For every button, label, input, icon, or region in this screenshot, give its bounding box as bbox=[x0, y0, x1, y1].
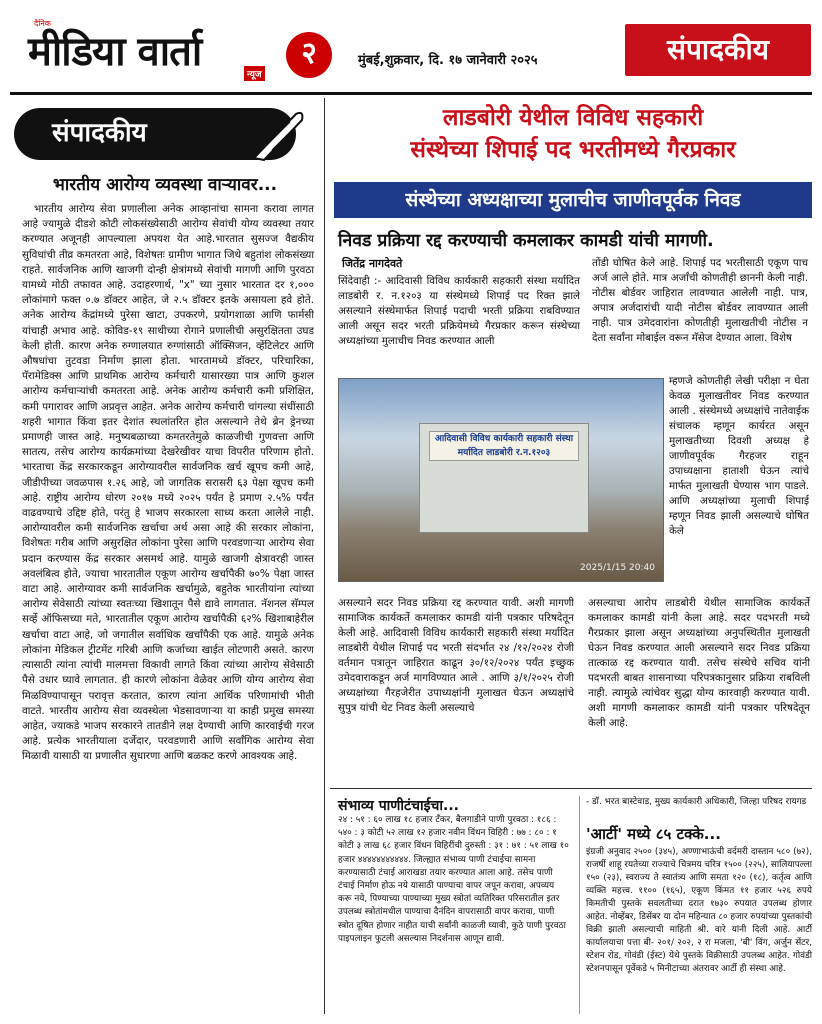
editorial-title: भारतीय आरोग्य व्यवस्था वाऱ्यावर... bbox=[52, 175, 278, 195]
article-column-3: म्हणजे कोणतीही लेखी परीक्षा न घेता केवळ मुलाखतीवर निवड करण्यात आली . संस्थेमध्ये अध्यक्षांचे नातेवाईक संचालक म्हणून कार्यरत असून मुलाखतीच्या दिवशी अध्यक्ष हे जाणीवपूर्वक गैरहजर राहून उपाध्यक्षाना हाताशी घेऊन त्यांचे मार्फत मुलाखती घेण्यास भाग पाडले. आणि अध्यक्षांच्या मुलाची शिपाई म्हणून निवड झाली असल्याचे घोषित केले bbox=[669, 375, 809, 537]
article-deck: निवड प्रक्रिया रद्द करण्याची कमलाकर कामडी यांची मागणी. bbox=[338, 231, 714, 251]
water-article-body: २४ : ५१ : ६० लाख १८ हजार टँकर, बैलगाडीने पाणी पुरवठा : १८६ : ५४० : ३ कोटी ५२ लाख १२ हजार नवीन विंधन विहिरी : ७७ : ८० : १ कोटी ३ लाख ६८ हजार विंधन विहिरींची दुरुस्ती : ३१ : ७१ : ५१ लाख १० हजार ४४४४४४४४४४४. जिल्ह्यात संभाव्य पाणी टंचाईचा सामना करण्यासाठी टंचाई आराखडा तयार करण्यात आला आहे. तसेच पाणी टंचाई निर्माण होऊ नये यासाठी पाण्याचा वापर जपून करावा, अपव्यय करू नये, पिण्याच्या पाण्याच्या मुख्य स्त्रोतां व्यतिरिक्त परिसरातील इतर उपलब्ध स्त्रोतांमधील पाण्याचा दैनंदिन वापरासाठी वापर करावा, पाणी स्त्रोत दूषित होणार नाहीत याची सर्वांनी काळजी घ्यावी, कुठे पाणी पुरवठा पाइपलाइन फुटली असल्यास निदर्शनास आणून द्यावी. bbox=[338, 815, 569, 944]
article-byline: जितेंद्र नागदेवते bbox=[342, 257, 403, 270]
photo-signboard: आदिवासी विविध कार्यकारी सहकारी संस्था मर्यादित लाडबोरी र.न.१२०३ bbox=[429, 431, 579, 461]
newspaper-logo: मीडिया वार्ता bbox=[28, 29, 202, 75]
article-subheading: संस्थेच्या अध्यक्षाच्या मुलाचीच जाणीवपूर्वक निवड bbox=[334, 182, 812, 218]
page-number: २ bbox=[286, 32, 332, 78]
article-column-2: तोंडी घोषित केले आहे. शिपाई पद भरतीसाठी एकूण पाच अर्ज आले होते. मात्र अर्जांची कोणतीही छाननी केली नाही. नोटीस बोर्डवर जाहिरात लावण्यात आलेली नाही. पात्र, अपात्र अर्जदारांची यादी नोटीस बोर्डवर लावण्यात आली नाही. पात्र उमेदवारांना कोणतीही मुलाखतीची नोटीस न देता सर्वांना मोबाईल वरून मॅसेज देण्यात आला. विशेष bbox=[592, 257, 808, 344]
section-label: संपादकीय bbox=[625, 24, 811, 76]
masthead-tag: दैनिक bbox=[34, 19, 51, 28]
water-article-headline: संभाव्य पाणीटंचाईचा... bbox=[338, 798, 459, 814]
headline-line-1: लाडबोरी येथील विविध सहकारी bbox=[442, 105, 704, 131]
article-column-1: सिंदेवाही :- आदिवासी विविध कार्यकारी सहकारी संस्था मर्यादित लाडबोरी र. न.१२०३ या संस्थेमध्ये शिपाई पद रिक्त झाले असल्याने संस्थेमार्फत शिपाई पदाची भरती प्रक्रिया राबविण्यात आली असून सदर भरती प्रक्रियेमध्ये गैरप्रकार करून संस्थेच्या अध्यक्षांच्या मुलाचीच निवड करण्यात आली bbox=[338, 275, 580, 347]
section-divider bbox=[330, 788, 812, 789]
photo-timestamp: 2025/1/15 20:40 bbox=[580, 563, 655, 573]
quill-pen-icon bbox=[244, 106, 308, 164]
dateline: मुंबई,शुक्रवार, दि. १७ जानेवारी २०२५ bbox=[358, 53, 538, 68]
aarti-body: इंग्रजी अनुवाद २५०० (३४५), अण्णाभाऊंची वर्दमरी दास्तान ५८० (७२), राजर्षी शाहू रयतेच्या राज्याचे चित्रमय चरित्र १५०० (२२५), सालियापल्ला १५० (२३), स्वराज्य ते स्वातंत्र्य आणि समता १२० (१८), कर्तृत्व आणि व्यक्ति महत्त्व. ११०० (१६५), एकूण किंमत ११ हजार ५२६ रुपये किमतीची पुस्तके सवलतीच्या दरात १७३० रुपयात उपलब्ध होणार आहेत. नोव्हेंबर, डिसेंबर या दोन महिन्यात ८० हजार रुपयांच्या पुस्तकांची विक्री झाली असल्याची माहिती श्री. वारे यांनी दिली आहे. आर्टी कार्यालयाचा पत्ता बी- २०१/ २०२, २ रा मजला, 'बी' विंग, अर्जुन सेंटर, स्टेशन रोड, गोवंडी (ईस्ट) येथे पुस्तके विक्रीसाठी उपलब्ध आहेत. गोवंडी स्टेशनपासून पूर्वेकडे ५ मिनीटाच्या अंतरावर आर्टी ही संस्था आहे. bbox=[586, 847, 812, 974]
masthead-rule bbox=[10, 92, 812, 95]
editorial-paragraph: भारतीय आरोग्य सेवा प्रणालीला अनेक आव्हानांचा सामना करावा लागत आहे ज्यामुळे दीडशे कोटी लोकसंख्येसाठी आरोग्य सेवांची योग्य व्यवस्था तयार करण्यात अजूनही आपल्याला अपयश येत आहे.भारतात सुसज्ज वैद्यकीय सुविधांची तीव्र कमतरता आहे, विशेषतः ग्रामीण भागात जिथे बहुतांश लोकसंख्या राहते. सार्वजनिक आणि खाजगी दोन्ही क्षेत्रांमध्ये सेवांची मागणी आणि पुरवठा यामध्ये मोठी तफावत आहे. उदाहरणार्थ, "x" च्या नुसार भारतात दर १,००० लोकांमागे फक्त ०.७ डॉक्टर आहेत, जे २.५ डॉक्टर इतके असायला हवे होते. अनेक आरोग्य केंद्रांमध्ये पुरेसा खाटा, उपकरणे, प्रयोगशाळा आणि फार्मसी यांचाही अभाव आहे. कोविड-१९ साथीच्या रोगाने प्रणालीची असुरक्षितता उघड केली होती. कारण अनेक रुग्णालयात रुग्णांसाठी ऑक्सिजन, व्हेंटिलेटर आणि औषधांचा तुटवडा निर्माण झाला होता. भारतामध्ये डॉक्टर, परिचारिका, पॅरामेडिक्स आणि प्राथमिक आरोग्य कर्मचारी यासारख्या पात्र आणि कुशल आरोग्य कर्मचाऱ्यांची कमतरता आहे. अनेक आरोग्य कर्मचारी कमी प्रशिक्षित, कमी पगारावर आणि अप्रवृत्त आहेत. अनेक आरोग्य कर्मचारी चांगल्या संधींसाठी शहरी भागात किंवा इतर देशांत स्थलांतरित होत असल्याने तेथे ब्रेन ड्रेनच्या प्रमाणही जास्त आहे. मनुष्यबळाच्या कमतरतेमुळे काळजीची गुणवत्ता आणि सातत्य, तसेच आरोग्य कार्यक्रमांच्या देखरेखीवर याचा विपरीत परिणाम होतो. भारताचा केंद्र सरकारकडून आरोग्यावरील सार्वजनिक खर्च खूपच कमी आहे, जीडीपीच्या जवळपास १.२६ आहे, जो जागतिक सरासरी ६३ पेक्षा खूपच कमी आहे. राष्ट्रीय आरोग्य धोरण २०१७ मध्ये २०२५ पर्यंत हे प्रमाण २.५% पर्यंत वाढवण्याचे उद्दिष्ट होते, परंतु हे भाजप सरकारला साध्य करता आलेले नाही. आरोग्यावरील कमी सार्वजनिक खर्चाचा अर्थ असा आहे की सरकार लोकांना, विशेषतः गरीब आणि असुरक्षित लोकांना पुरेसा आणि परवडणाऱ्या आरोग्य सेवा प्रदान करण्यास केंद्र सरकार असमर्थ आहे. यामुळे खाजगी क्षेत्रावरही जास्त अवलंबित्व होते, ज्याचा भारतातील एकूण आरोग्य खर्चापैकी ७०% पेक्षा जास्त वाटा आहे. आरोग्यावर कमी सार्वजनिक खर्चामुळे, बहुतेक भारतीयांना त्यांच्या आरोग्य सेवेसाठी त्यांच्या स्वतःच्या खिशातून पैसे द्यावे लागतात. नॅशनल सॅम्पल सर्व्हे ऑफिसच्या मते, भारतातील एकूण आरोग्य खर्चापैकी ६२% खिशाबाहेरील खर्चाचा वाटा आहे, जो जगातील सर्वाधिक खर्चांपैकी एक आहे. यामुळे अनेक लोकांना मेडिकल ट्रीटमेंट गरिबी आणि कर्जाच्या खाईत लोटणारी असते. कारण त्यासाठी त्यांना त्यांची मालमत्ता विकावी लागते किंवा त्यांच्या आरोग्य सेवेसाठी पैसे उधार घ्यावे लागतात. ही कारणे लोकांना वेळेवर आणि योग्य आरोग्य सेवा मिळविण्यापासून परावृत्त करतात, कारण त्यांना आर्थिक परिणामांची भीती वाटते. भारतीय आरोग्य सेवा व्यवस्थेला भेडसावणाऱ्या या काही प्रमुख समस्या आहेत, ज्याकडे भाजप सरकारने तातडीने लक्ष देण्याची आणि कारवाईची गरज आहे. प्रत्येक भारतीयाला दर्जेदार, परवडणारी आणि सर्वांगिक आरोग्य सेवा मिळावी यासाठी या प्रणालीत सुधारणा आणि बळकट करणे आवश्यक आहे. bbox=[22, 203, 314, 763]
article-headline bbox=[334, 102, 812, 166]
article-photo bbox=[338, 378, 664, 582]
column-divider bbox=[324, 98, 325, 1014]
article-column-4: असल्याने सदर निवड प्रक्रिया रद्द करण्यात यावी. अशी मागणी सामाजिक कार्यकर्ते कमलाकर कामडी यांनी पत्रकार परिषदेतून केली आहे. आदिवासी विविध कार्यकारी सहकारी संस्था मर्यादित लाडबोरी येथील शिपाई पद भरती संदर्भात २४ /१२/२०२४ रोजी वर्तमान पत्रातून जाहिरात काढून ३०/१२/२०२४ पर्यंत इच्छुक उमेदवाराकडून अर्ज मागविण्यात आले . आणि ३/१/२०२५ रोजी अध्यक्षांच्या गैरहजेरीत उपाध्यक्षांनी मुलाखत घेऊन अध्यक्षांचे सुपुत्र यांची थेट निवड केली असल्याचे bbox=[338, 597, 574, 714]
headline-line-2: संस्थेच्या शिपाई पद भरतीमध्ये गैरप्रकार bbox=[410, 137, 736, 163]
bottom-column-divider bbox=[579, 796, 580, 1014]
logo-sub: न्यूज bbox=[244, 66, 265, 81]
aarti-headline: 'आर्टी' मध्ये ८५ टक्के... bbox=[586, 825, 721, 843]
aarti-signoff: - डॉ. भरत बास्टेवाड, मुख्य कार्यकारी अधिकारी, जिल्हा परिषद रायगड bbox=[586, 797, 807, 807]
editorial-body bbox=[22, 202, 314, 765]
editorial-banner: संपादकीय bbox=[14, 108, 296, 160]
article-column-5: असल्याचा आरोप लाडबोरी येथील सामाजिक कार्यकर्ते कमलाकर कामडी यांनी केला आहे. सदर पदभरती मध्ये गैरप्रकार झाला असून अध्यक्षांच्या अनुपस्थितीत मुलाखती घेऊन निवड करण्यात आली असल्याने सदर निवड प्रक्रिया तात्काळ रद्द करण्यात यावी. तसेच संस्थेचे सचिव यांनी पदभरती बाबत शासनाच्या परिपत्रकानुसार प्रक्रिया राबविली नाही. त्यामुळे त्यांचेवर सुद्धा योग्य कारवाही करण्यात यावी. अशी मागणी कमलाकर कामडी यांनी पत्रकार परिषदेतून केली आहे. bbox=[588, 597, 810, 729]
